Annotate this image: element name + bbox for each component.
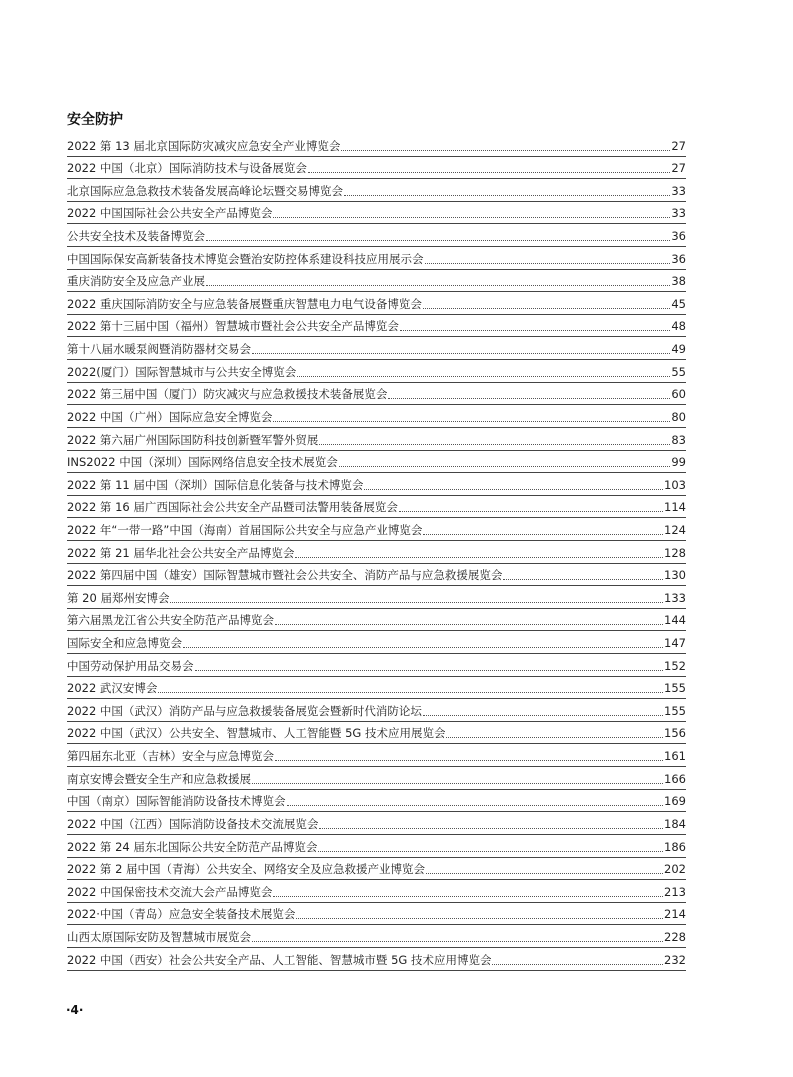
toc-entry-title: 2022 中国（武汉）公共安全、智慧城市、人工智能暨 5G 技术应用展览会: [67, 726, 446, 741]
toc-dot-leader: [423, 715, 663, 716]
toc-entry-title: INS2022 中国（深圳）国际网络信息安全技术展览会: [67, 455, 338, 470]
toc-entry[interactable]: [67, 473, 686, 496]
toc-entry-page: 147: [664, 636, 686, 651]
toc-dot-leader: [273, 421, 670, 422]
toc-dot-leader: [295, 557, 663, 558]
toc-entry-page: 38: [671, 274, 686, 289]
toc-dot-leader: [319, 444, 670, 445]
toc-dot-leader: [503, 579, 663, 580]
toc-dot-leader: [399, 511, 663, 512]
toc-entry-title: 2022 第三届中国（厦门）防灾减灾与应急救援技术装备展览会: [67, 387, 388, 402]
toc-entry[interactable]: [67, 925, 686, 948]
toc-entry-page: 130: [664, 568, 686, 583]
toc-entry-title: 2022 第六届广州国际国防科技创新暨军警外贸展: [67, 432, 319, 447]
toc-entry[interactable]: [67, 518, 686, 541]
toc-entry-title: 2022 年“一带一路”中国（海南）首届国际公共安全与应急产业博览会: [67, 522, 423, 537]
toc-dot-leader: [319, 828, 663, 829]
page-number: ·4·: [66, 1003, 84, 1017]
toc-entry-page: 55: [671, 364, 686, 379]
toc-entry-title: 第 20 届郑州安博会: [67, 590, 170, 605]
toc-dot-leader: [318, 851, 663, 852]
toc-entry-title: 2022 第 2 届中国（青海）公共安全、网络安全及应急救援产业博览会: [67, 862, 426, 877]
toc-entry-page: 156: [664, 726, 686, 741]
toc-entry[interactable]: [67, 699, 686, 722]
table-of-contents: [67, 134, 686, 971]
toc-entry[interactable]: [67, 903, 686, 926]
toc-entry-title: 2022 中国（西安）社会公共安全产品、人工智能、智慧城市暨 5G 技术应用博览会: [67, 952, 492, 967]
toc-entry[interactable]: [67, 360, 686, 383]
toc-entry[interactable]: [67, 337, 686, 360]
toc-dot-leader: [252, 783, 663, 784]
toc-entry[interactable]: [67, 812, 686, 835]
toc-entry-title: 2022 第 24 届东北国际公共安全防范产品博览会: [67, 839, 318, 854]
toc-dot-leader: [252, 353, 670, 354]
toc-entry[interactable]: [67, 880, 686, 903]
toc-entry-title: 2022 第 21 届华北社会公共安全产品博览会: [67, 545, 295, 560]
toc-dot-leader: [388, 398, 670, 399]
toc-entry-page: 155: [664, 681, 686, 696]
toc-entry-page: 36: [671, 251, 686, 266]
toc-dot-leader: [423, 534, 663, 535]
toc-entry-title: 2022 中国（江西）国际消防设备技术交流展览会: [67, 816, 319, 831]
toc-dot-leader: [297, 376, 670, 377]
toc-entry[interactable]: [67, 858, 686, 881]
toc-entry[interactable]: [67, 541, 686, 564]
toc-entry-page: 45: [671, 296, 686, 311]
toc-entry[interactable]: [67, 247, 686, 270]
toc-entry-page: 232: [664, 952, 686, 967]
toc-entry-title: 2022 第 13 届北京国际防灾减灾应急安全产业博览会: [67, 138, 341, 153]
toc-entry-title: 中国劳动保护用品交易会: [67, 658, 194, 673]
toc-entry[interactable]: [67, 564, 686, 587]
toc-entry-title: 重庆消防安全及应急产业展: [67, 274, 205, 289]
toc-entry-title: 第十八届水暖泵阀暨消防器材交易会: [67, 342, 251, 357]
toc-entry-page: 202: [664, 862, 686, 877]
toc-entry-page: 214: [664, 907, 686, 922]
toc-entry[interactable]: [67, 157, 686, 180]
toc-entry[interactable]: [67, 134, 686, 157]
toc-entry[interactable]: [67, 790, 686, 813]
toc-dot-leader: [296, 918, 663, 919]
toc-entry-title: 公共安全技术及装备博览会: [67, 229, 205, 244]
toc-entry[interactable]: [67, 722, 686, 745]
toc-entry[interactable]: [67, 586, 686, 609]
toc-entry-page: 27: [671, 161, 686, 176]
toc-dot-leader: [170, 602, 663, 603]
toc-entry-page: 166: [664, 771, 686, 786]
toc-dot-leader: [308, 172, 670, 173]
toc-entry-page: 83: [671, 432, 686, 447]
toc-entry[interactable]: [67, 202, 686, 225]
section-title: 安全防护: [67, 112, 123, 128]
toc-entry-title: 国际安全和应急博览会: [67, 636, 182, 651]
toc-entry[interactable]: [67, 744, 686, 767]
toc-dot-leader: [400, 330, 670, 331]
toc-dot-leader: [273, 217, 670, 218]
toc-entry-title: 2022 第 16 届广西国际社会公共安全产品暨司法警用装备展览会: [67, 500, 398, 515]
toc-entry-title: 2022(厦门）国际智慧城市与公共安全博览会: [67, 364, 297, 379]
toc-entry-title: 第六届黑龙江省公共安全防范产品博览会: [67, 613, 274, 628]
toc-dot-leader: [252, 941, 663, 942]
toc-entry-page: 60: [671, 387, 686, 402]
toc-dot-leader: [339, 466, 671, 467]
toc-entry-page: 213: [664, 884, 686, 899]
toc-entry-page: 228: [664, 929, 686, 944]
toc-entry-page: 155: [664, 703, 686, 718]
toc-entry-title: 2022 重庆国际消防安全与应急装备展暨重庆智慧电力电气设备博览会: [67, 296, 422, 311]
toc-entry-title: 2022 中国保密技术交流大会产品博览会: [67, 884, 273, 899]
toc-entry-page: 99: [671, 455, 686, 470]
toc-dot-leader: [158, 692, 663, 693]
toc-dot-leader: [273, 896, 663, 897]
toc-entry[interactable]: [67, 496, 686, 519]
toc-entry-title: 山西太原国际安防及智慧城市展览会: [67, 929, 251, 944]
toc-entry-page: 128: [664, 545, 686, 560]
toc-entry-page: 152: [664, 658, 686, 673]
toc-entry-title: 2022 第十三届中国（福州）智慧城市暨社会公共安全产品博览会: [67, 319, 399, 334]
toc-entry-title: 2022 武汉安博会: [67, 681, 158, 696]
toc-entry-page: 144: [664, 613, 686, 628]
toc-entry[interactable]: [67, 609, 686, 632]
toc-dot-leader: [206, 285, 670, 286]
toc-entry-page: 80: [671, 409, 686, 424]
toc-entry-page: 169: [664, 794, 686, 809]
toc-dot-leader: [341, 150, 670, 151]
toc-dot-leader: [492, 964, 663, 965]
toc-dot-leader: [183, 647, 663, 648]
toc-entry[interactable]: [67, 270, 686, 293]
toc-entry-page: 133: [664, 590, 686, 605]
toc-entry[interactable]: [67, 179, 686, 202]
toc-entry-title: 第四届东北亚（吉林）安全与应急博览会: [67, 749, 274, 764]
toc-entry-page: 103: [664, 477, 686, 492]
toc-dot-leader: [426, 873, 663, 874]
toc-dot-leader: [195, 670, 664, 671]
toc-entry-title: 2022 第四届中国（雄安）国际智慧城市暨社会公共安全、消防产品与应急救援展览会: [67, 568, 503, 583]
toc-entry-page: 161: [664, 749, 686, 764]
toc-entry-title: 2022·中国（青岛）应急安全装备技术展览会: [67, 907, 296, 922]
toc-dot-leader: [425, 263, 671, 264]
toc-entry-page: 33: [671, 206, 686, 221]
toc-entry[interactable]: [67, 767, 686, 790]
toc-entry-page: 36: [671, 229, 686, 244]
toc-dot-leader: [275, 760, 663, 761]
toc-entry-title: 2022 中国（广州）国际应急安全博览会: [67, 409, 273, 424]
toc-dot-leader: [206, 240, 670, 241]
toc-entry-page: 114: [664, 500, 686, 515]
toc-entry[interactable]: [67, 948, 686, 971]
toc-entry-page: 124: [664, 522, 686, 537]
toc-dot-leader: [423, 308, 670, 309]
toc-entry[interactable]: [67, 383, 686, 406]
toc-dot-leader: [287, 805, 664, 806]
toc-entry[interactable]: [67, 835, 686, 858]
toc-entry-title: 北京国际应急急救技术装备发展高峰论坛暨交易博览会: [67, 183, 343, 198]
toc-entry[interactable]: [67, 292, 686, 315]
toc-dot-leader: [446, 737, 663, 738]
toc-dot-leader: [344, 195, 670, 196]
toc-entry-page: 27: [671, 138, 686, 153]
toc-entry-title: 南京安博会暨安全生产和应急救援展: [67, 771, 251, 786]
toc-entry[interactable]: [67, 654, 686, 677]
toc-entry[interactable]: [67, 451, 686, 474]
toc-entry[interactable]: [67, 428, 686, 451]
toc-entry-page: 184: [664, 816, 686, 831]
toc-entry[interactable]: [67, 405, 686, 428]
toc-entry[interactable]: [67, 677, 686, 700]
toc-entry-title: 2022 中国（武汉）消防产品与应急救援装备展览会暨新时代消防论坛: [67, 703, 422, 718]
toc-entry-title: 2022 第 11 届中国（深圳）国际信息化装备与技术博览会: [67, 477, 364, 492]
toc-dot-leader: [364, 489, 663, 490]
toc-entry-title: 2022 中国国际社会公共安全产品博览会: [67, 206, 273, 221]
toc-entry-page: 186: [664, 839, 686, 854]
toc-entry-page: 48: [671, 319, 686, 334]
toc-entry-page: 33: [671, 183, 686, 198]
toc-entry[interactable]: [67, 224, 686, 247]
toc-entry-title: 中国国际保安高新装备技术博览会暨治安防控体系建设科技应用展示会: [67, 251, 424, 266]
toc-dot-leader: [275, 624, 663, 625]
toc-entry-title: 2022 中国（北京）国际消防技术与设备展览会: [67, 161, 307, 176]
toc-entry[interactable]: [67, 631, 686, 654]
toc-entry-title: 中国（南京）国际智能消防设备技术博览会: [67, 794, 286, 809]
toc-entry[interactable]: [67, 315, 686, 338]
toc-entry-page: 49: [671, 342, 686, 357]
